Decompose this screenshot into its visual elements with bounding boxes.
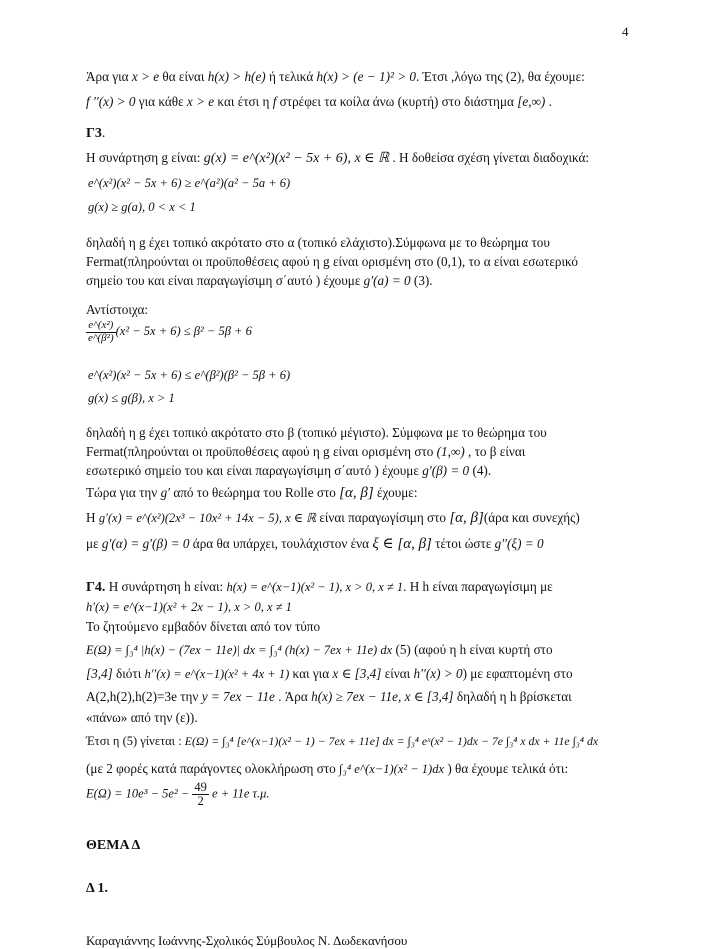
text: δηλαδή η h βρίσκεται <box>453 689 572 704</box>
text: (5) (αφού η h είναι κυρτή στο <box>392 642 553 657</box>
formula: E(Ω) = 10e³ − 5e² − <box>86 786 190 801</box>
g4-derivative: h′(x) = e^(x−1)(x² + 2x − 1), x > 0, x ≠ 1 <box>86 600 292 614</box>
formula: g′ <box>160 485 171 500</box>
g3-inequality-2: g(x) ≥ g(a), 0 < x < 1 <box>88 200 196 214</box>
text: (με 2 φορές κατά παράγοντες ολοκλήρωση στο <box>86 761 340 776</box>
g3-definition <box>86 151 589 166</box>
formula: h′′(x) = e^(x−1)(x² + 4x + 1) <box>144 667 290 681</box>
text: A(2,h(2),h(2)=3e την <box>86 689 202 704</box>
g4-line6 <box>86 690 572 703</box>
text: διότι <box>112 666 145 681</box>
text: . Έτσι ,λόγω της (2), θα έχουμε: <box>416 69 585 84</box>
text: τέτοι ώστε <box>431 536 495 551</box>
formula: h(x) > h(e) <box>207 69 266 84</box>
formula: x > e <box>186 94 215 109</box>
g3-para2-line2 <box>86 445 525 458</box>
formula: ∫₃⁴ e^(x−1)(x² − 1)dx <box>339 762 445 776</box>
formula: f ′′(x) > 0 <box>86 94 136 109</box>
formula: [α, β] <box>339 485 374 501</box>
text: σημείο του και είναι παραγωγίσιμη σ΄αυτό ) έχουμε <box>86 273 364 288</box>
text: Η <box>86 510 99 525</box>
g4-line7: «πάνω» από την (ε)). <box>86 710 198 725</box>
formula: h(x) = e^(x−1)(x² − 1), x > 0, x ≠ 1 <box>226 580 404 594</box>
formula: g′(x) = e^(x²)(2x³ − 10x² + 14x − 5), x ∈ ℝ <box>98 511 317 525</box>
g4-result <box>86 781 270 808</box>
formula: h′′(x) > 0 <box>413 666 463 681</box>
text: Άρα για <box>86 69 132 84</box>
text: ) με εφαπτομένη στο <box>462 666 573 681</box>
formula: y = 7ex − 11e <box>201 689 275 704</box>
g4-line1 <box>86 580 553 595</box>
g3-rolle-line3 <box>86 537 544 552</box>
text: είναι <box>381 666 414 681</box>
text: είναι παραγωγίσιμη στο <box>316 510 450 525</box>
text: Τώρα για την <box>86 485 161 500</box>
g4-line9 <box>86 762 568 776</box>
formula: h(x) > (e − 1)² > 0 <box>316 69 417 84</box>
g3-para1-line2: Fermat(πληρούνται οι προϋποθέσεις αφού η g είναι ορισμένη στο (0,1), το α είναι εσωτερικό <box>86 254 578 269</box>
formula: g(x) = e^(x²)(x² − 5x + 6), x ∈ ℝ <box>203 151 390 166</box>
text: ) θα έχουμε τελικά ότι: <box>444 761 569 776</box>
formula: x ∈ [3,4] <box>332 666 382 681</box>
text: . Άρα <box>274 689 312 704</box>
text: Fermat(πληρούνται οι προϋποθέσεις αφού η g είναι ορισμένη στο <box>86 444 437 459</box>
g3-para2-line3 <box>86 464 491 477</box>
g3-rolle-line1 <box>86 486 418 501</box>
formula: (x² − 5x + 6) ≤ β² − 5β + 6 <box>115 323 252 338</box>
fraction-denominator: 2 <box>197 794 204 809</box>
text: (4). <box>469 463 492 478</box>
formula: g′(α) = g′(β) = 0 <box>101 536 190 551</box>
text: εσωτερικό σημείο του και είναι παραγωγίσιμη σ΄αυτό ) έχουμε <box>86 463 423 478</box>
heading-text: Γ3 <box>86 126 102 141</box>
text: Η συνάρτηση h είναι: <box>105 579 227 594</box>
text: και έτσι η <box>214 94 273 109</box>
text: από το θεώρημα του Rolle στο <box>170 485 340 500</box>
formula: f <box>272 94 277 109</box>
formula: (1,∞) <box>436 444 465 459</box>
g3-para2-line1: δηλαδή η g έχει τοπικό ακρότατο στο β (τοπικό μέγιστο). Σύμφωνα με το θεώρημα του <box>86 425 547 440</box>
g3-inequality-3: e^(x²)(x² − 5x + 6) ≤ e^(β²)(β² − 5β + 6) <box>88 368 291 382</box>
page-number: 4 <box>622 24 629 39</box>
formula: E(Ω) = ∫₃⁴ [e^(x−1)(x² − 1) − 7ex + 11e] dx = ∫₃⁴ eˣ(x² − 1)dx − 7e ∫₃⁴ x dx + 11e ∫₃⁴ dx <box>184 734 599 748</box>
text: θα είναι <box>159 69 208 84</box>
text: έχουμε: <box>373 485 418 500</box>
section-heading-g4: Γ4. <box>86 580 106 595</box>
formula: x > e <box>131 69 160 84</box>
formula: g′(a) = 0 <box>363 273 411 288</box>
g4-line5 <box>86 667 573 681</box>
g3-fraction-inequality <box>86 320 252 344</box>
formula: g′(β) = 0 <box>422 463 470 478</box>
text: για κάθε <box>135 94 187 109</box>
para1-line2 <box>86 95 552 108</box>
footer-author: Καραγιάννης Ιωάννης-Σχολικός Σύμβουλος Ν. Δωδεκανήσου <box>86 933 408 948</box>
text: με <box>86 536 102 551</box>
text: . <box>545 94 552 109</box>
text: . Η h είναι παραγωγίσιμη με <box>403 579 553 594</box>
text: στρέφει τα κοίλα άνω (κυρτή) στο διάστημα <box>276 94 518 109</box>
g4-area-formula <box>86 643 553 657</box>
text: (3). <box>410 273 433 288</box>
g3-para1-line1: δηλαδή η g έχει τοπικό ακρότατο στο α (τοπικό ελάχιστο).Σύμφωνα με το θεώρημα του <box>86 235 550 250</box>
d1-heading: Δ 1. <box>86 881 109 896</box>
text: και για <box>289 666 333 681</box>
text: ή τελικά <box>265 69 317 84</box>
section-heading-g3 <box>86 127 105 141</box>
g3-rolle-line2 <box>86 511 580 526</box>
g3-inequality-4: g(x) ≤ g(β), x > 1 <box>88 391 175 405</box>
g3-antistoixa: Αντίστοιχα: <box>86 302 149 317</box>
formula: h(x) ≥ 7ex − 11e, x ∈ [3,4] <box>311 689 454 704</box>
text: Έτσι η (5) γίνεται : <box>86 734 185 748</box>
formula: E(Ω) = ∫₃⁴ |h(x) − (7ex − 11e)| dx = ∫₃⁴ (h(x) − 7ex + 11e) dx <box>86 643 393 657</box>
formula: [e,∞) <box>517 94 546 109</box>
fraction <box>192 781 209 808</box>
theme-heading: ΘΕΜΑ Δ <box>86 838 141 853</box>
text: . Η δοθείσα σχέση γίνεται διαδοχικά: <box>389 150 590 165</box>
fraction-denominator: e^(β²) <box>88 331 114 344</box>
formula: [3,4] <box>86 666 113 681</box>
text: άρα θα υπάρχει, τουλάχιστον ένα <box>189 536 373 551</box>
fraction <box>86 320 116 344</box>
formula: g′′(ξ) = 0 <box>494 536 544 551</box>
heading-dot: . <box>101 126 106 141</box>
text: (άρα και συνεχής) <box>483 510 580 525</box>
fraction-numerator: 49 <box>194 780 207 794</box>
g3-para1-line3 <box>86 274 433 287</box>
text: , το β είναι <box>464 444 526 459</box>
fraction-numerator: e^(x²) <box>86 320 116 333</box>
formula: e + 11e τ.μ. <box>212 786 270 801</box>
g4-line8 <box>86 735 598 748</box>
g3-inequality-1: e^(x²)(x² − 5x + 6) ≥ e^(a²)(a² − 5a + 6) <box>88 176 291 190</box>
para1-line1 <box>86 70 585 83</box>
formula: ξ ∈ [α, β] <box>372 536 432 552</box>
g4-line3: Το ζητούμενο εμβαδόν δίνεται από τον τύπο <box>86 619 321 634</box>
formula: [α, β] <box>449 510 484 526</box>
text: Η συνάρτηση g είναι: <box>86 150 204 165</box>
